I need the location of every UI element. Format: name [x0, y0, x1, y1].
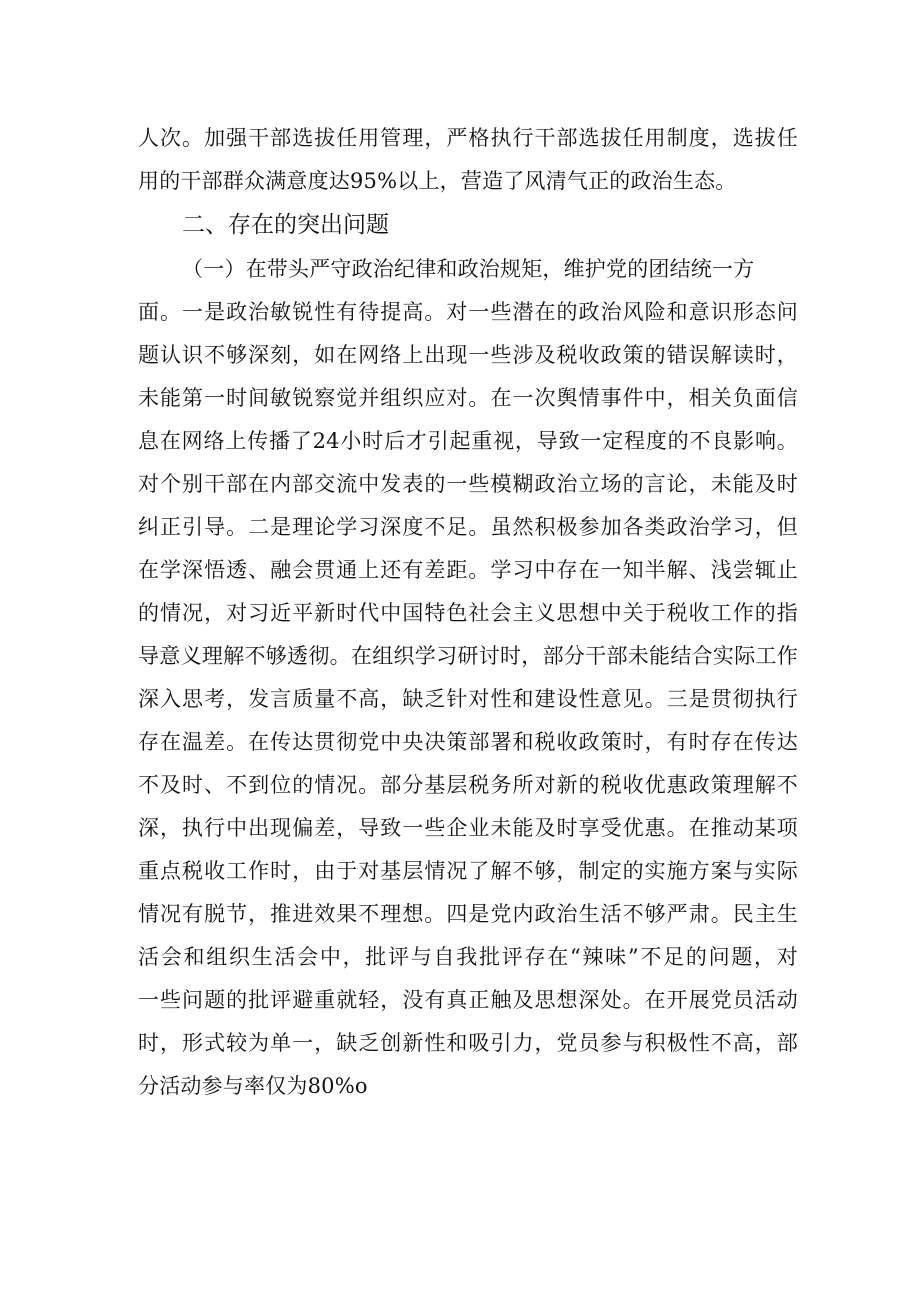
paragraph-line-4: 未能第一时间敏锐察觉并组织应对。在一次舆情事件中，相关负面信 — [138, 386, 798, 410]
paragraph-line-9: 的情况，对习近平新时代中国特色社会主义思想中关于税收工作的指 — [138, 601, 798, 625]
paragraph-line-20: 分活动参与率仅为80%o — [138, 1074, 368, 1098]
intro-line-1: 人次。加强干部选拔任用管理，严格执行干部选拔任用制度，选拔任 — [138, 126, 798, 150]
section-heading: 二、存在的突出问题 — [182, 212, 389, 238]
paragraph-line-18: 一些问题的批评避重就轻，没有真正触及思想深处。在开展党员活动 — [138, 988, 798, 1012]
paragraph-line-10: 导意义理解不够透彻。在组织学习研讨时，部分干部未能结合实际工作 — [138, 644, 798, 668]
document-body — [138, 117, 798, 1108]
paragraph-line-5: 息在网络上传播了24小时后才引起重视，导致一定程度的不良影响。 — [138, 429, 798, 453]
paragraph-line-3: 题认识不够深刻，如在网络上出现一些涉及税收政策的错误解读时， — [138, 343, 798, 367]
paragraph-line-11: 深入思考，发言质量不高，缺乏针对性和建设性意见。三是贯彻执行 — [138, 687, 798, 711]
intro-line-2: 用的干部群众满意度达95%以上，营造了风清气正的政治生态。 — [138, 169, 737, 193]
paragraph-line-17: 活会和组织生活会中，批评与自我批评存在“辣味”不足的问题，对 — [138, 945, 798, 969]
paragraph-line-13: 不及时、不到位的情况。部分基层税务所对新的税收优惠政策理解不 — [138, 773, 798, 797]
paragraph-line-19: 时，形式较为单一，缺乏创新性和吸引力，党员参与积极性不高，部 — [138, 1031, 798, 1055]
paragraph-line-8: 在学深悟透、融会贯通上还有差距。学习中存在一知半解、浅尝辄止 — [138, 558, 798, 582]
paragraph — [138, 248, 798, 1108]
paragraph-line-15: 重点税收工作时，由于对基层情况了解不够，制定的实施方案与实际 — [138, 859, 798, 883]
paragraph-line-7: 纠正引导。二是理论学习深度不足。虽然积极参加各类政治学习，但 — [138, 515, 798, 539]
paragraph-line-12: 存在温差。在传达贯彻党中央决策部署和税收政策时，有时存在传达 — [138, 730, 798, 754]
paragraph-line-16: 情况有脱节，推进效果不理想。四是党内政治生活不够严肃。民主生 — [138, 902, 798, 926]
paragraph-line-6: 对个别干部在内部交流中发表的一些模糊政治立场的言论，未能及时 — [138, 472, 798, 496]
paragraph-line-14: 深，执行中出现偏差，导致一些企业未能及时享受优惠。在推动某项 — [138, 816, 798, 840]
paragraph-line-1: （一）在带头严守政治纪律和政治规矩，维护党的团结统一方 — [182, 257, 755, 281]
paragraph-line-2: 面。一是政治敏锐性有待提高。对一些潜在的政治风险和意识形态问 — [138, 300, 798, 324]
